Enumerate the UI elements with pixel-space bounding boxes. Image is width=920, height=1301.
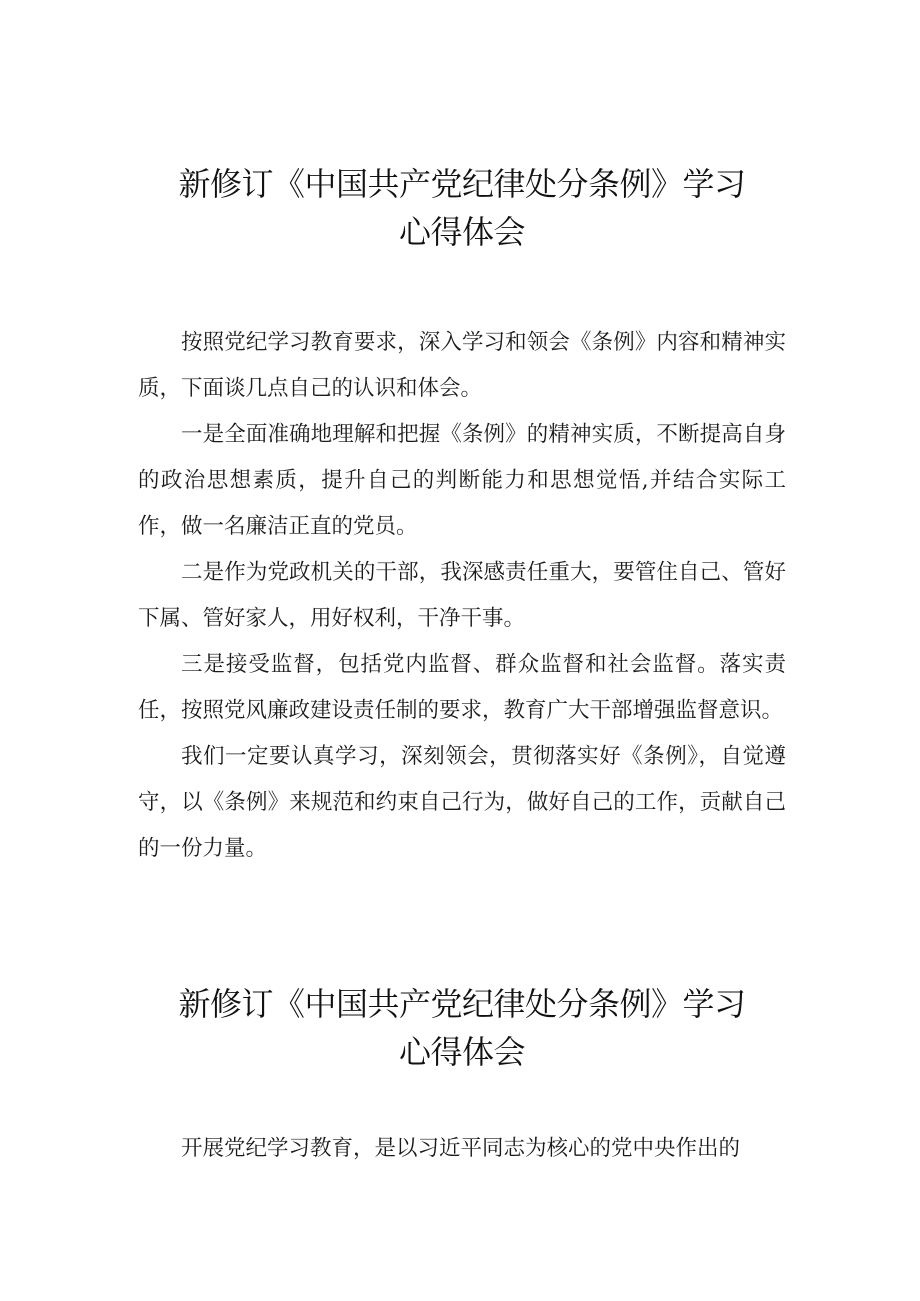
article-2-title [138,980,786,1076]
paragraph-point-3: 三是接受监督，包括党内监督、群众监督和社会监督。落实责任，按照党风廉政建设责任制的要求，教育广大干部增强监督意识。 [138,652,786,723]
paragraph-point-2: 二是作为党政机关的干部，我深感责任重大，要管住自己、管好下属、管好家人，用好权利，干净干事。 [138,560,786,631]
title-line-2: 心得体会 [398,1033,525,1071]
article-1 [138,160,786,872]
paragraph-point-1: 一是全面准确地理解和把握《条例》的精神实质，不断提高自身的政治思想素质，提升自己的判断能力和思想觉悟,并结合实际工作，做一名廉洁正直的党员。 [138,422,786,539]
title-line-1: 新修订《中国共产党纪律处分条例》学习 [178,165,746,203]
article-2 [138,980,786,1172]
title-line-2: 心得体会 [398,213,525,251]
paragraph-intro: 按照党纪学习教育要求，深入学习和领会《条例》内容和精神实质，下面谈几点自己的认识和体会。 [138,330,786,401]
article-1-title [138,160,786,256]
paragraph-conclusion: 我们一定要认真学习，深刻领会，贯彻落实好《条例》，自觉遵守，以《条例》来规范和约束自己行为，做好自己的工作，贡献自己的一份力量。 [138,744,786,861]
article-2-body [138,1126,786,1172]
paragraph-intro: 开展党纪学习教育，是以习近平同志为核心的党中央作出的 [181,1136,741,1161]
article-1-body [138,320,786,872]
title-line-1: 新修订《中国共产党纪律处分条例》学习 [178,985,746,1023]
